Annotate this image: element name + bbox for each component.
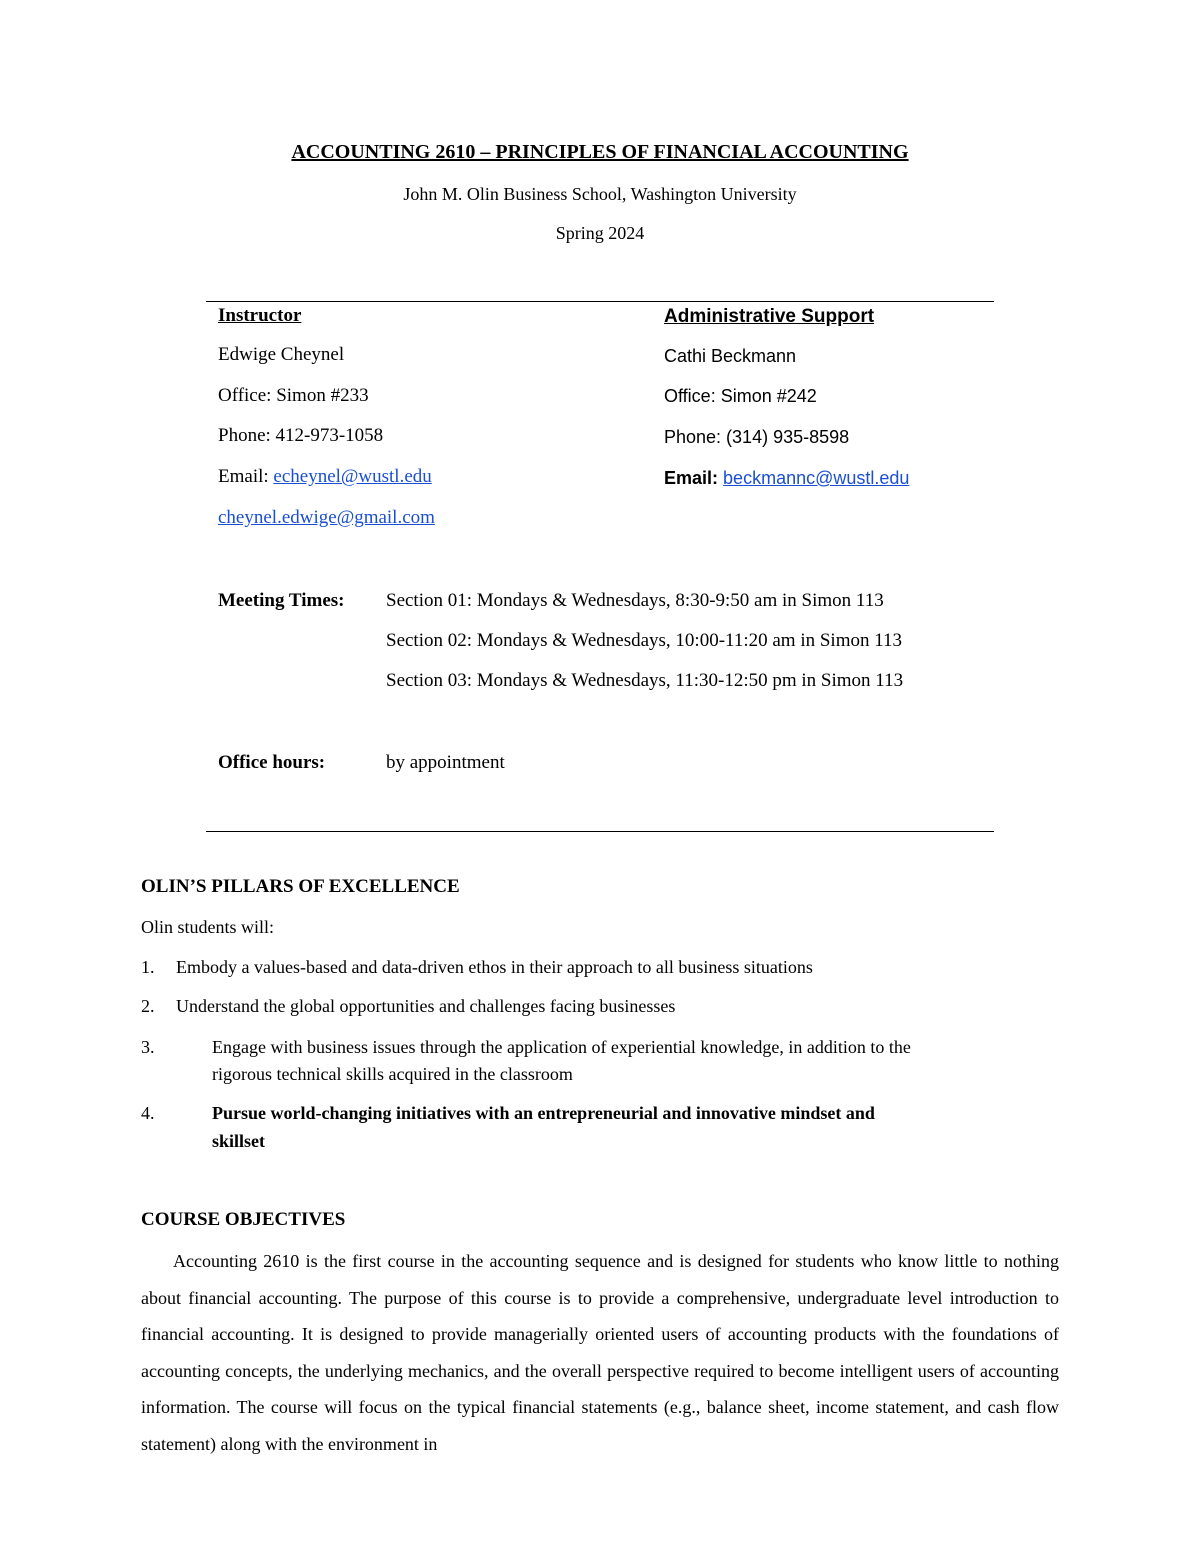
bottom-divider (206, 831, 994, 832)
office-hours-value: by appointment (386, 752, 505, 773)
term: Spring 2024 (555, 223, 645, 243)
instructor-email-label: Email: (218, 466, 269, 487)
instructor-office: Office: Simon #233 (218, 385, 369, 406)
top-divider (206, 301, 994, 302)
admin-heading: Administrative Support (664, 306, 875, 327)
meeting-section-02: Section 02: Mondays & Wednesdays, 10:00-11:20 am in Simon 113 (386, 630, 903, 651)
admin-office: Office: Simon #242 (664, 386, 817, 406)
meeting-section-01: Section 01: Mondays & Wednesdays, 8:30-9:50 am in Simon 113 (386, 590, 884, 611)
pillar-2-number: 2. (141, 996, 155, 1016)
instructor-phone: Phone: 412-973-1058 (218, 425, 384, 446)
office-hours-label: Office hours: (218, 752, 326, 773)
admin-name: Cathi Beckmann (664, 346, 797, 366)
pillar-1-text: Embody a values-based and data-driven ethos in their approach to all business situations (176, 957, 813, 977)
objectives-heading: COURSE OBJECTIVES (141, 1209, 346, 1230)
pillar-3-line-1: Engage with business issues through the application of experiential knowledge, in addition to the (212, 1037, 911, 1057)
pillar-3-line-2: rigorous technical skills acquired in the classroom (212, 1064, 573, 1084)
pillar-3-number: 3. (141, 1037, 155, 1057)
instructor-email-alt-row (218, 507, 435, 529)
pillar-2-text: Understand the global opportunities and challenges facing businesses (176, 996, 676, 1016)
pillar-4-line-2: skillset (212, 1131, 266, 1151)
objectives-paragraph (141, 1243, 1059, 1462)
pillar-1-number: 1. (141, 957, 155, 977)
pillar-4-line-1: Pursue world-changing initiatives with an entrepreneurial and innovative mindset and (212, 1103, 875, 1123)
meeting-times-label: Meeting Times: (218, 590, 345, 611)
school-name: John M. Olin Business School, Washington University (403, 184, 797, 204)
course-title: ACCOUNTING 2610 – PRINCIPLES OF FINANCIAL ACCOUNTING (291, 141, 909, 163)
pillar-4-number: 4. (141, 1103, 155, 1123)
pillars-intro: Olin students will: (141, 917, 275, 937)
instructor-heading: Instructor (218, 305, 302, 326)
objectives-text: Accounting 2610 is the first course in the accounting sequence and is designed for students who know little to nothing about financial accounting. The purpose of this course is to provide a comprehensive, undergraduate level introduction to financial accounting. It is designed to provide managerially oriented users of accounting products with the foundations of accounting concepts, the underlying mechanics, and the overall perspective required to become intelligent users of accounting information. The course will focus on the typical financial statements (e.g., balance sheet, income statement, and cash flow statement) along with the environment in (141, 1251, 1059, 1454)
instructor-email-alt-link[interactable]: cheynel.edwige@gmail.com (218, 507, 435, 528)
instructor-name: Edwige Cheynel (218, 344, 345, 365)
instructor-email-link[interactable]: echeynel@wustl.edu (273, 466, 432, 487)
admin-email-link[interactable]: beckmannc@wustl.edu (723, 468, 910, 488)
instructor-email-row (218, 466, 432, 488)
pillars-heading: OLIN’S PILLARS OF EXCELLENCE (141, 876, 460, 897)
admin-email-row (664, 468, 909, 489)
meeting-section-03: Section 03: Mondays & Wednesdays, 11:30-12:50 pm in Simon 113 (386, 670, 904, 691)
admin-phone: Phone: (314) 935-8598 (664, 427, 850, 447)
admin-email-label: Email: (664, 468, 719, 488)
